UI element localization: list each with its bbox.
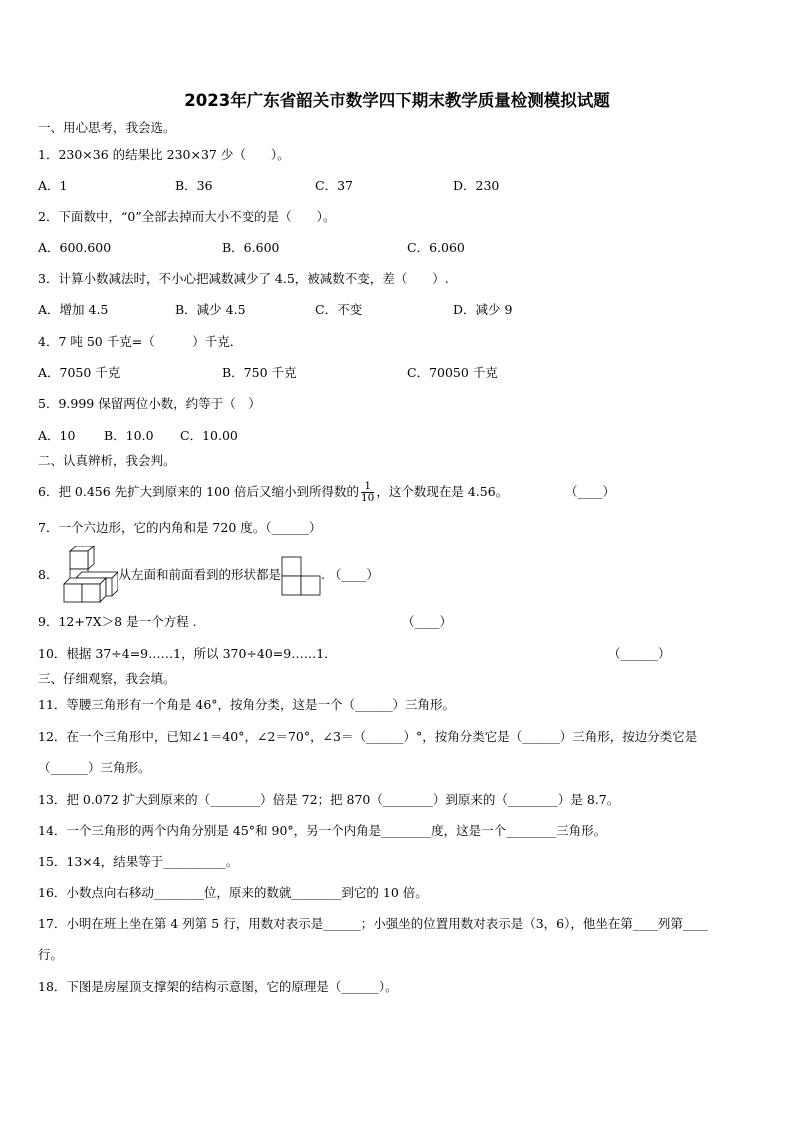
q1-option-a[interactable]: A．1: [38, 178, 68, 193]
question-11: 11．等腰三角形有一个角是 46°，按角分类，这是一个（______）三角形。: [38, 697, 456, 712]
q6-text-pre: 6．把 0.456 先扩大到原来的 100 倍后又缩小到所得数的: [38, 484, 359, 499]
q6-text-post: ，这个数现在是 4.56。: [376, 484, 509, 499]
q3-option-c[interactable]: C．不变: [315, 302, 363, 317]
q5-option-c[interactable]: C．10.00: [180, 428, 238, 443]
q2-option-b[interactable]: B．6.600: [222, 240, 280, 255]
q8-number: 8．: [38, 567, 59, 582]
q6-fraction-denominator: 10: [361, 492, 375, 504]
question-13: 13．把 0.072 扩大到原来的（________）倍是 72；把 870（________）到原来的（________）是 8.7。: [38, 792, 620, 807]
view-shape-figure: [281, 556, 321, 596]
q6-answer-blank[interactable]: （____）: [565, 484, 616, 499]
question-15: 15．13×4，结果等于__________。: [38, 854, 239, 869]
q1-option-c[interactable]: C．37: [315, 178, 353, 193]
q6-fraction-numerator: 1: [361, 481, 374, 493]
q3-option-d[interactable]: D．减少 9: [453, 302, 513, 317]
question-12-line-2: （______）三角形。: [38, 760, 151, 775]
q10-answer-blank[interactable]: （______）: [608, 646, 671, 661]
q4-option-c[interactable]: C．70050 千克: [407, 365, 498, 380]
section-3-heading: 三、仔细观察，我会填。: [38, 671, 176, 686]
question-16: 16．小数点向右移动________位，原来的数就________到它的 10 倍。: [38, 885, 428, 900]
section-1-heading: 一、用心思考，我会选。: [38, 120, 176, 135]
question-1: 1．230×36 的结果比 230×37 少（ ）。: [38, 147, 290, 162]
question-6: [38, 481, 508, 504]
question-9: 9．12+7X＞8 是一个方程 .: [38, 614, 197, 629]
q9-answer-blank[interactable]: （____）: [402, 614, 453, 629]
q1-option-d[interactable]: D．230: [453, 178, 500, 193]
q1-option-b[interactable]: B．36: [175, 178, 213, 193]
question-14: 14．一个三角形的两个内角分别是 45°和 90°，另一个内角是________度，这是一个________三角形。: [38, 823, 607, 838]
section-2-heading: 二、认真辨析，我会判。: [38, 453, 176, 468]
question-8: [38, 545, 379, 605]
q3-option-a[interactable]: A．增加 4.5: [38, 302, 109, 317]
q2-option-a[interactable]: A．600.600: [38, 240, 112, 255]
q5-option-b[interactable]: B．10.0: [104, 428, 154, 443]
question-5: 5．9.999 保留两位小数，约等于（ ）: [38, 396, 261, 411]
question-17-line-2: 行。: [38, 947, 64, 962]
q5-option-a[interactable]: A．10: [38, 428, 76, 443]
question-18: 18．下图是房屋顶支撑架的结构示意图，它的原理是（______）。: [38, 979, 398, 994]
question-10: 10．根据 37÷4=9……1，所以 370÷40=9……1．: [38, 646, 337, 661]
cube-stack-figure: [58, 546, 118, 606]
q4-option-b[interactable]: B．750 千克: [222, 365, 297, 380]
question-12-line-1: 12．在一个三角形中，已知∠1＝40°，∠2＝70°，∠3＝（______）°，按角分类它是（______）三角形，按边分类它是: [38, 729, 698, 744]
q4-option-a[interactable]: A．7050 千克: [38, 365, 121, 380]
question-17-line-1: 17．小明在班上坐在第 4 列第 5 行，用数对表示是______；小强坐的位置用数对表示是（3，6），他坐在第____列第____: [38, 916, 708, 931]
q8-text-post: . （____）: [320, 567, 379, 582]
q3-option-b[interactable]: B．减少 4.5: [175, 302, 246, 317]
page-title: 2023年广东省韶关市数学四下期末教学质量检测模拟试题: [184, 91, 610, 110]
q8-text-mid: 从左面和前面看到的形状都是: [118, 567, 281, 582]
question-3: 3．计算小数减法时，不小心把减数减少了 4.5，被减数不变，差（ ）.: [38, 271, 449, 286]
q2-option-c[interactable]: C．6.060: [407, 240, 465, 255]
question-4: 4．7 吨 50 千克=（ ）千克．: [38, 334, 243, 349]
q6-fraction: [361, 481, 374, 504]
question-2: 2．下面数中，“0”全部去掉而大小不变的是（ ）。: [38, 209, 336, 224]
question-7: 7．一个六边形，它的内角和是 720 度。（______）: [38, 520, 322, 535]
